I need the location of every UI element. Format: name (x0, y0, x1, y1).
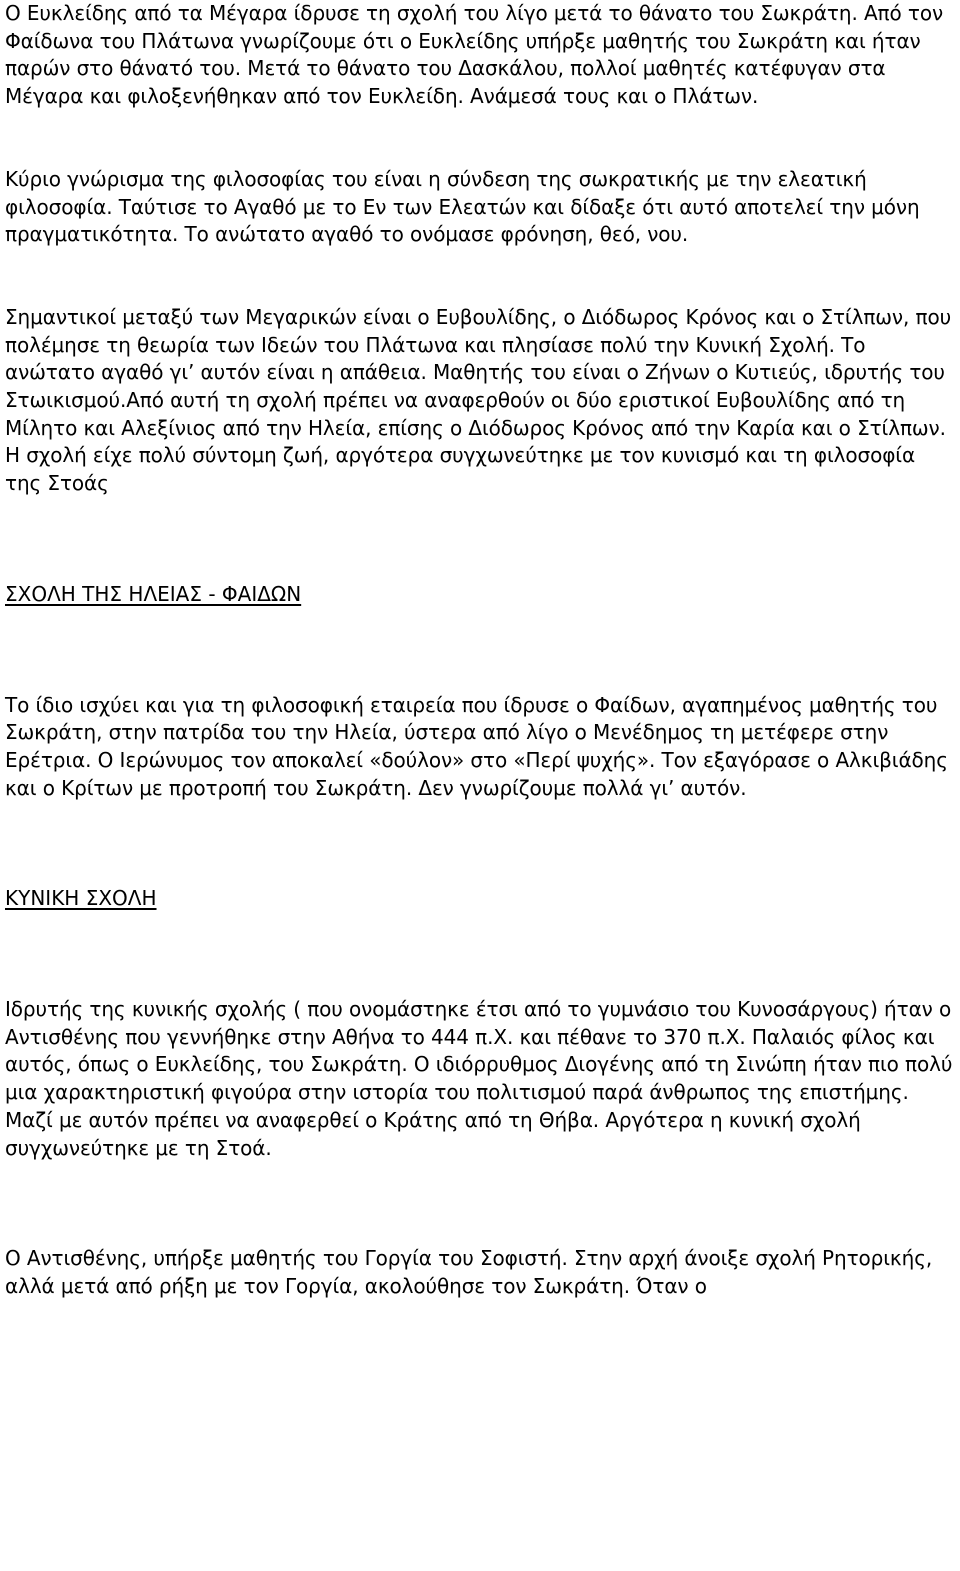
heading-cynic-school: ΚΥΝΙΚΗ ΣΧΟΛΗ (5, 886, 157, 911)
heading-school-of-elis: ΣΧΟΛΗ ΤΗΣ ΗΛΕΙΑΣ - ΦΑΙΔΩΝ (5, 581, 302, 606)
paragraph-euclid-philosophy: Κύριο γνώρισμα της φιλοσοφίας του είναι η σύνδεση της σωκρατικής με την ελεατική φιλοσοφία. Ταύτισε το Αγαθό με το Εν των Ελεατών και δίδαξε ότι αυτό αποτελεί την μόνη πραγματικότητα. Το ανώτατο αγαθό το ονόμασε φρόνηση, θεό, νου. (5, 166, 920, 247)
paragraph-antisthenes-gorgias: Ο Αντισθένης, υπήρξε μαθητής του Γοργία του Σοφιστή. Στην αρχή άνοιξε σχολή Ρητορικής, αλλά μετά από ρήξη με τον Γοργία, ακολούθησε τον Σωκράτη. Όταν ο (5, 1246, 933, 1298)
paragraph-phaedo: Το ίδιο ισχύει και για τη φιλοσοφική εταιρεία που ίδρυσε ο Φαίδων, αγαπημένος μαθητής του Σωκράτη, στην πατρίδα του την Ηλεία, ύστερα από λίγο ο Μενέδημος τη μετέφερε στην Ερέτρια. Ο Ιερώνυμος τον αποκαλεί «δούλον» στο «Περί ψυχής». Τον εξαγόρασε ο Αλκιβιάδης και ο Κρίτων με προτροπή του Σωκράτη. Δεν γνωρίζουμε πολλά γι’ αυτόν. (5, 692, 948, 800)
document-body (5, 0, 957, 1301)
paragraph-euclid-intro: Ο Ευκλείδης από τα Μέγαρα ίδρυσε τη σχολή του λίγο μετά το θάνατο του Σωκράτη. Από τον Φαίδωνα του Πλάτωνα γνωρίζουμε ότι ο Ευκλείδης υπήρξε μαθητής του Σωκράτη και ήταν παρών στο θάνατό του. Μετά το θάνατο του Δασκάλου, πολλοί μαθητές κατέφυγαν στα Μέγαρα και φιλοξενήθηκαν από τον Ευκλείδη. Ανάμεσά τους και ο Πλάτων. (5, 1, 944, 109)
paragraph-antisthenes-founder: Ιδρυτής της κυνικής σχολής ( που ονομάστηκε έτσι από το γυμνάσιο του Κυνοσάργους) ήταν ο Αντισθένης που γεννήθηκε στην Αθήνα το 444 π.Χ. και πέθανε το 370 π.Χ. Παλαιός φίλος και αυτός, όπως ο Ευκλείδης, του Σωκράτη. Ο ιδιόρρυθμος Διογένης από τη Σινώπη ήταν πιο πολύ μια χαρακτηριστική φιγούρα στην ιστορία του πολιτισμού παρά άνθρωπος της επιστήμης. Μαζί με αυτόν πρέπει να αναφερθεί ο Κράτης από τη Θήβα. Αργότερα η κυνική σχολή συγχωνεύτηκε με τη Στοά. (5, 997, 953, 1160)
paragraph-megarians: Σημαντικοί μεταξύ των Μεγαρικών είναι ο Ευβουλίδης, ο Διόδωρος Κρόνος και ο Στίλπων, που πολέμησε τη θεωρία των Ιδεών του Πλάτωνα και πλησίασε πολύ την Κυνική Σχολή. Το ανώτατο αγαθό γι’ αυτόν είναι η απάθεια. Μαθητής του είναι ο Ζήνων ο Κυτιεύς, ιδρυτής του Στωικισμού.Από αυτή τη σχολή πρέπει να αναφερθούν οι δύο εριστικοί Ευβουλίδης από τη Μίλητο και Αλεξίνιος από την Ηλεία, επίσης ο Διόδωρος Κρόνος από την Καρία και ο Στίλπων. Η σχολή είχε πολύ σύντομη ζωή, αργότερα συγχωνεύτηκε με τον κυνισμό και τη φιλοσοφία της Στοάς (5, 304, 952, 496)
